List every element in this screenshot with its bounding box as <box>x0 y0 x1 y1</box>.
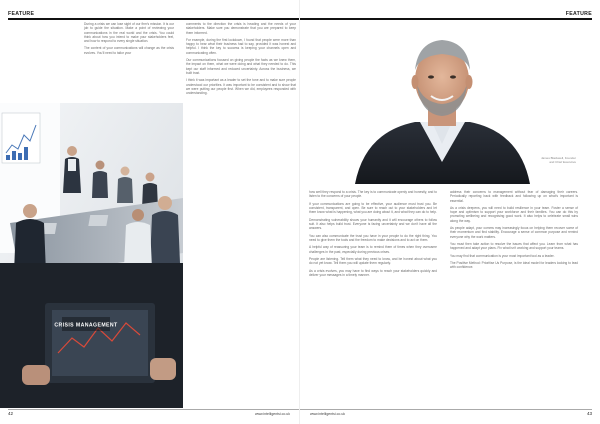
portrait-illustration <box>320 22 550 184</box>
page-number: 42 <box>8 411 14 416</box>
paragraph: Demonstrating vulnerability shows your humanity and it will encourage others to follow suit. It also helps build trust. Everyone is facing uncertainty and we don't have all the answers. <box>309 217 437 231</box>
paragraph: The content of your communications will change as the crisis evolves. You'll need to tailor your <box>84 46 174 55</box>
paragraph: As a crisis evolves, you may have to find ways to reach your stakeholders quickly and deliver your messages in a timely manner. <box>309 268 437 277</box>
paragraph: address their concerns to management without fear of damaging their careers. Periodically reporting back with feedback and following up on what's important is essential. <box>450 190 578 203</box>
paragraph: As people adapt, your comms may increasingly focus on helping them recover some of their momentum and find stability. Encourage a sense of common purpose and remind everyone why the work matters. <box>450 226 578 239</box>
paragraph: You can also communicate the trust you have in your people to do the right thing. You need to give them the tools and the freedom to make decisions and to act on them. <box>309 233 437 242</box>
paragraph: If your communications are going to be effective, your audience must trust you. Be consistent, transparent, and open. Be sure to reach out to your stakeholders and let them know what is happening, what you are doing about it, and what they can do to help. <box>309 201 437 215</box>
meeting-photo <box>0 103 183 408</box>
paragraph: You must then take action to resolve the issues that affect you. Learn from what has happened and adapt your plans. Fix what isn't working and support your teams. <box>450 242 578 251</box>
paragraph: The Positive Method: Prioritise Us Purpose, is the ideal model for leaders looking to lead with confidence. <box>450 261 578 270</box>
body-column-a <box>84 22 174 58</box>
meeting-illustration <box>0 103 183 408</box>
portrait-photo <box>320 22 550 184</box>
section-label: FEATURE <box>8 11 35 17</box>
paragraph: You may find that communication is your most important tool as a leader. <box>450 253 555 258</box>
caption-line: and Chief Executive <box>549 159 576 164</box>
paragraph: Our communications focused on giving people the facts as we knew them, the impact on them, what we were doing and what they needed to do. This kept our staff informed and reduced uncertainty. Across the business, we built trust. <box>186 58 296 75</box>
footer-url: www.intelligentsi.co.uk <box>310 412 346 416</box>
crisis-management-label: CRISIS MANAGEMENT <box>54 322 118 329</box>
footer-rule <box>300 409 592 410</box>
footer-rule <box>8 409 300 410</box>
paragraph: how well they respond to a crisis. The key is to communicate openly and honestly, and to listen to the concerns of your people. <box>309 190 437 199</box>
body-column-d <box>450 190 578 273</box>
photo-caption <box>541 157 576 165</box>
footer-url: www.intelligentsi.co.uk <box>254 412 290 416</box>
top-rule <box>8 18 300 20</box>
paragraph: A helpful way of reassuring your team is to remind them of times when they overcame challenges in the past, especially during previous crises. <box>309 245 437 254</box>
right-page <box>300 0 600 424</box>
section-label: FEATURE <box>565 11 592 17</box>
body-column-c <box>309 190 437 280</box>
paragraph: I think it was important as a leader to set the tone and to make sure people understood our priorities. It was important to be consistent and to show that we were putting our people first. When we did, employees responded with understanding. <box>186 78 296 96</box>
body-column-b <box>186 22 296 99</box>
paragraph: During a crisis we can lose sight of our firm's mission. It is our job to guide the situation. Make a point of reviewing your communications in the real world and the crisis. You could think about how you intend to make your stakeholders feel, and how to respond to every single situation. <box>84 22 174 43</box>
page-number: 43 <box>586 411 592 416</box>
paragraph: People are listening. Tell them what they need to know, and be honest about what you do not yet know. Tell them you will update them regularly. <box>309 256 437 266</box>
top-rule <box>300 18 592 20</box>
paragraph: For example, during the first lockdown, I found that people were more than happy to hear what their business had to say, provided it was honest and helpful. I think the key to success is keeping your channels open and communicating often. <box>186 37 296 55</box>
paragraph: As a crisis deepens, you will need to build resilience in your team. Foster a sense of hope and optimism to support your workforce and their families. You can do this by promoting wellbeing and recognising good work. It also helps to celebrate small wins along the way. <box>450 205 578 223</box>
caption-line: James Blackwell, Founder <box>540 156 576 160</box>
paragraph: comments to the direction the crisis is heading and the needs of your stakeholders. Make sure you demonstrate that you are prepared to keep them informed. <box>186 22 296 35</box>
